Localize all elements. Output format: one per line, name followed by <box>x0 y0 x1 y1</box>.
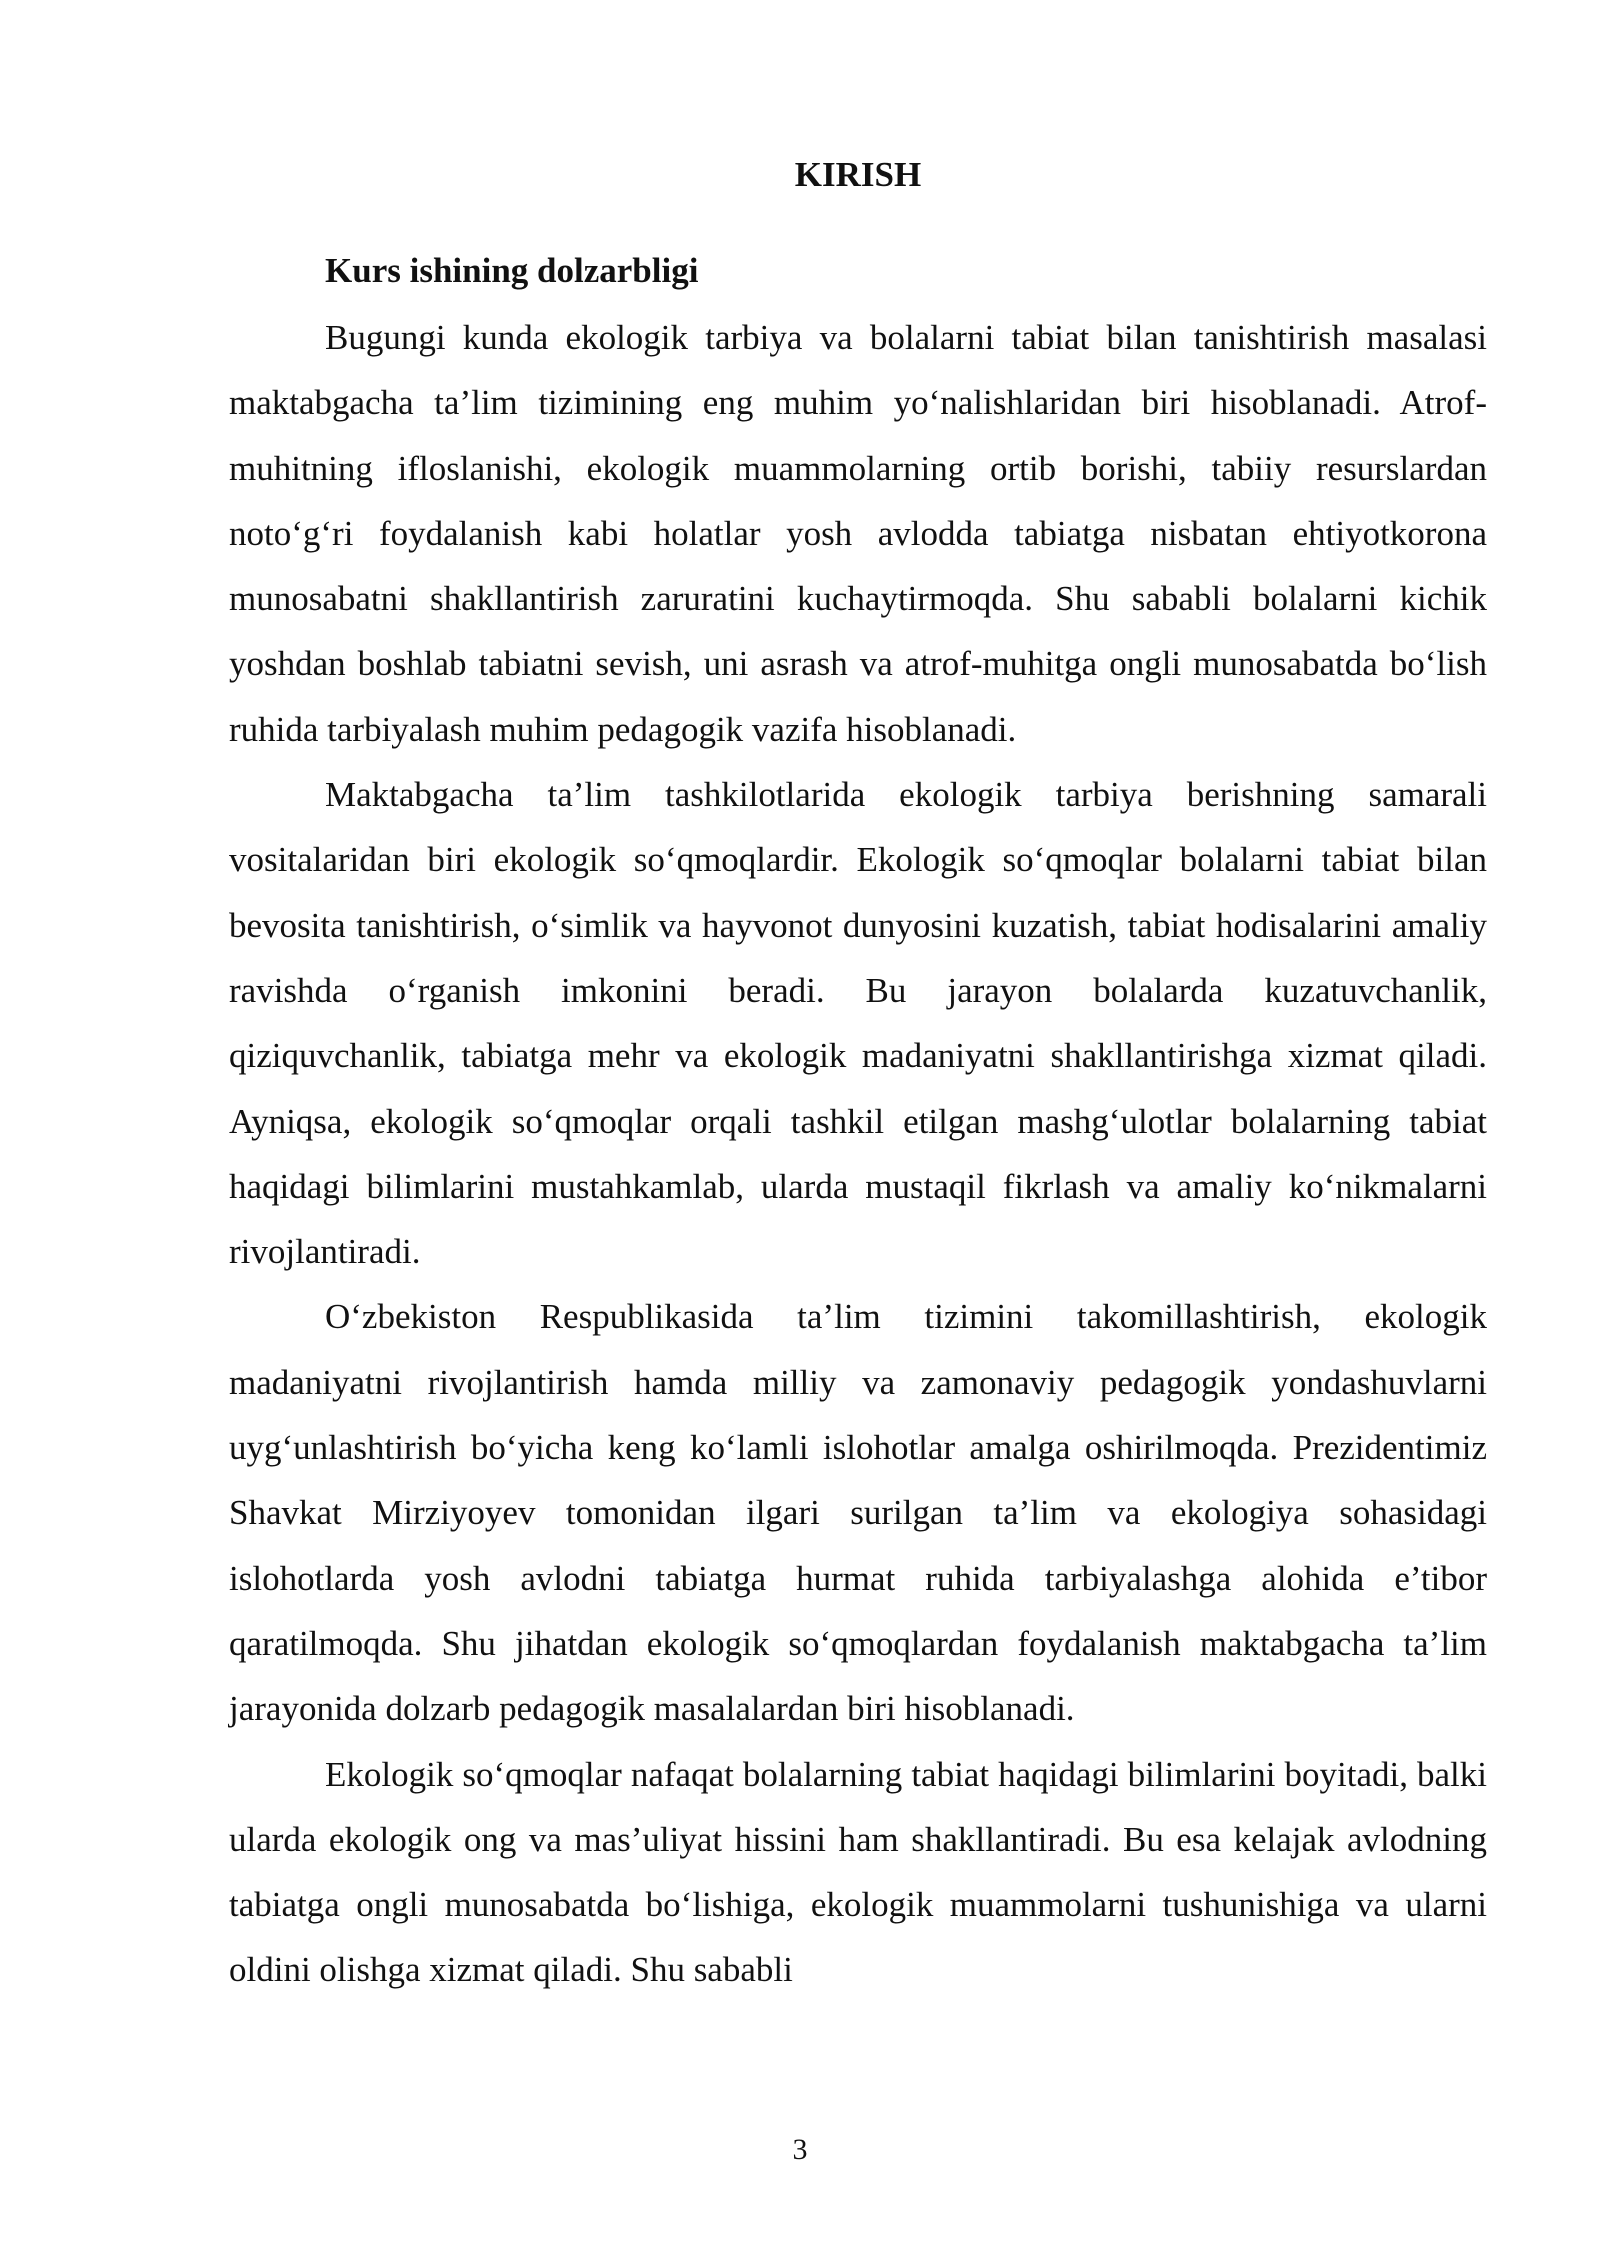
section-title: KIRISH <box>794 155 922 194</box>
page-content <box>229 145 1487 2003</box>
page-number: 3 <box>792 2133 808 2166</box>
paragraph-4: Ekologik so‘qmoqlar nafaqat bolalarning tabiat haqidagi bilimlarini boyitadi, balki ularda ekologik ong va mas’uliyat hissini ham shakllantiradi. Bu esa kelajak avlodning tabiatga ongli munosabatda bo‘lishiga, ekologik muammolarni tushunishiga va ularni oldini olishga xizmat qiladi. Shu sababli <box>229 1754 1487 1990</box>
section-subtitle: Kurs ishining dolzarbligi <box>325 251 699 290</box>
paragraph-1: Bugungi kunda ekologik tarbiya va bolalarni tabiat bilan tanishtirish masalasi maktabgacha ta’lim tizimining eng muhim yo‘nalishlaridan biri hisoblanadi. Atrof-muhitning ifloslanishi, ekologik muammolarning ortib borishi, tabiiy resurslardan noto‘g‘ri foydalanish kabi holatlar yosh avlodda tabiatga nisbatan ehtiyotkorona munosabatni shakllantirish zaruratini kuchaytirmoqda. Shu sababli bolalarni kichik yoshdan boshlab tabiatni sevish, uni asrash va atrof-muhitga ongli munosabatda bo‘lish ruhida tarbiyalash muhim pedagogik vazifa hisoblanadi. <box>229 318 1487 749</box>
paragraph-3: O‘zbekiston Respublikasida ta’lim tizimini takomillashtirish, ekologik madaniyatni rivojlantirish hamda milliy va zamonaviy pedagogik yondashuvlarni uyg‘unlashtirish bo‘yicha keng ko‘lamli islohotlar amalga oshirilmoqda. Prezidentimiz Shavkat Mirziyoyev tomonidan ilgari surilgan ta’lim va ekologiya sohasidagi islohotlarda yosh avlodni tabiatga hurmat ruhida tarbiyalashga alohida e’tibor qaratilmoqda. Shu jihatdan ekologik so‘qmoqlardan foydalanish maktabgacha ta’lim jarayonida dolzarb pedagogik masalalardan biri hisoblanadi. <box>229 1297 1487 1729</box>
paragraph-2: Maktabgacha ta’lim tashkilotlarida ekologik tarbiya berishning samarali vositalaridan biri ekologik so‘qmoqlardir. Ekologik so‘qmoqlar bolalarni tabiat bilan bevosita tanishtirish, o‘simlik va hayvonot dunyosini kuzatish, tabiat hodisalarini amaliy ravishda o‘rganish imkonini beradi. Bu jarayon bolalarda kuzatuvchanlik, qiziquvchanlik, tabiatga mehr va ekologik madaniyatni shakllantirishga xizmat qiladi. Ayniqsa, ekologik so‘qmoqlar orqali tashkil etilgan mashg‘ulotlar bolalarning tabiat haqidagi bilimlarini mustahkamlab, ularda mustaqil fikrlash va amaliy ko‘nikmalarni rivojlantiradi. <box>229 775 1487 1272</box>
